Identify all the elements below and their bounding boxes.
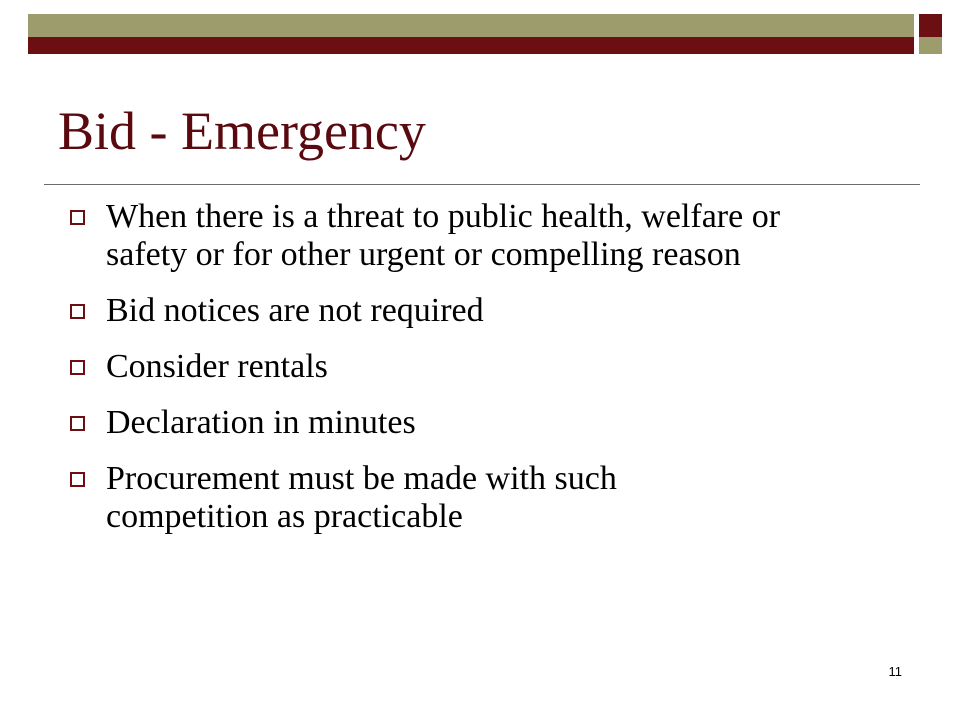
bullet-text: Declaration in minutes [106, 404, 416, 441]
bullet-item [66, 460, 786, 536]
hollow-square-icon [70, 304, 85, 319]
header-olive-square [919, 37, 942, 54]
bullet-text: When there is a threat to public health, welfare or safety or for other urgent or compelling reason [106, 198, 781, 273]
hollow-square-icon [70, 210, 85, 225]
bullet-item [66, 198, 786, 274]
bullet-text: Procurement must be made with such competition as practicable [106, 460, 617, 535]
bullet-text: Bid notices are not required [106, 292, 484, 329]
header-maroon-bar [28, 37, 914, 54]
bullet-item [66, 292, 786, 330]
page-number: 11 [888, 664, 902, 679]
title-divider [44, 184, 920, 185]
bullet-item [66, 348, 786, 386]
hollow-square-icon [70, 360, 85, 375]
hollow-square-icon [70, 472, 85, 487]
bullet-list [66, 198, 786, 554]
slide-title: Bid - Emergency [58, 101, 426, 161]
hollow-square-icon [70, 416, 85, 431]
bullet-item [66, 404, 786, 442]
header-olive-bar [28, 14, 914, 37]
bullet-text: Consider rentals [106, 348, 328, 385]
header-maroon-square [919, 14, 942, 37]
